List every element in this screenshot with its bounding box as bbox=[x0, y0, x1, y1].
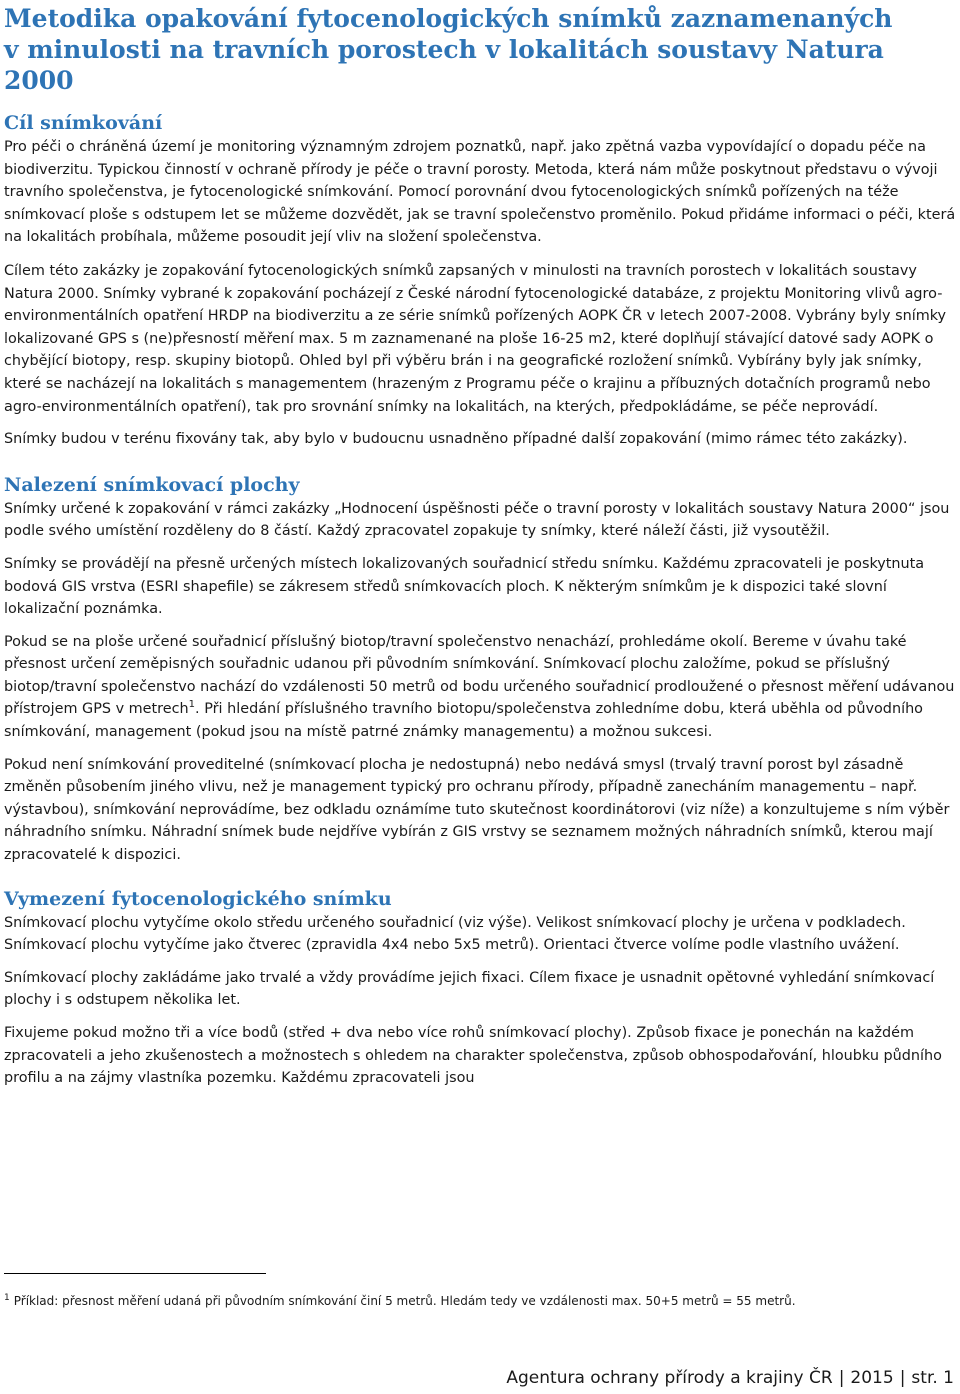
footer-separator: | bbox=[899, 1368, 906, 1388]
page-footer bbox=[506, 1368, 954, 1388]
footer-year: 2015 bbox=[850, 1368, 894, 1388]
section-heading-vymezeni: Vymezení fytocenologického snímku bbox=[4, 887, 392, 910]
paragraph: Snímky budou v terénu fixovány tak, aby bylo v budoucnu usnadněno případné další zopakování (mimo rámec této zakázky). bbox=[4, 431, 908, 448]
section-heading-nalezeni: Nalezení snímkovací plochy bbox=[4, 473, 300, 496]
title-line-1: Metodika opakování fytocenologických snímků zaznamenaných bbox=[4, 4, 893, 33]
paragraph: Snímky určené k zopakování v rámci zakázky „Hodnocení úspěšnosti péče o travní porosty v lokalitách soustavy Natura 2000“ jsou podle svého umístění rozděleny do 8 částí. Každý zpracovatel zopakuje ty snímky, které náleží části, již vysoutěžil. bbox=[4, 500, 950, 540]
paragraph: Cílem této zakázky je zopakování fytocenologických snímků zapsaných v minulosti na travních porostech v lokalitách soustavy Natura 2000. Snímky vybrané k zopakování pocházejí z České národní fytocenologické databáze, z projektu Monitoring vlivů agro-environmentálních opatření HRDP na biodiverzitu a ze série snímků pořízených AOPK ČR v letech 2007-2008. Vybrány byly snímky lokalizované GPS s (ne)přesností měření max. 5 m zaznamenané na ploše 16-25 m2, které doplňují stávající datové sady AOPK o chybějící biotopy, resp. skupiny biotopů. Ohled byl při výběru brán i na geografické rozložení snímků. Vybírány byly jak snímky, které se nacházejí na lokalitách s managementem (hrazeným z Programu péče o krajinu a příbuzných dotačních programů nebo agro-environmentálních opatření), tak pro srovnání snímky na lokalitách, na kterých, předpokládáme, se péče neprovádí. bbox=[4, 262, 947, 415]
paragraph-text-continued: . Při hledání příslušného travního biotopu/společenstva zohledníme dobu, která uběhla od původního snímkování, management (pokud jsou na místě patrné známky managementu) a možnou sukcesi. bbox=[4, 701, 923, 741]
footnote-number: 1 bbox=[4, 1293, 10, 1303]
footnote bbox=[4, 1294, 956, 1308]
paragraph bbox=[4, 631, 956, 744]
footnote-separator bbox=[4, 1273, 266, 1274]
title-line-2: v minulosti na travních porostech v lokalitách soustavy Natura 2000 bbox=[4, 35, 884, 95]
section-heading-cil: Cíl snímkování bbox=[4, 112, 163, 134]
footnote-reference[interactable]: 1 bbox=[188, 699, 196, 711]
paragraph: Snímkovací plochy zakládáme jako trvalé a vždy provádíme jejich fixaci. Cílem fixace je usnadnit opětovné vyhledání snímkovací plochy i s odstupem několika let. bbox=[4, 969, 935, 1009]
paragraph: Pro péči o chráněná území je monitoring významným zdrojem poznatků, např. jako zpětná vazba vypovídající o dopadu péče na biodiverzitu. Typickou činností v ochraně přírody je péče o travní porosty. Metoda, která nám může poskytnout představu o vývoji travního společenstva, je fytocenologické snímkování. Pomocí porovnání dvou fytocenologických snímků pořízených na téže snímkovací ploše s odstupem let se můžeme dozvědět, jak se travní společenstvo proměnilo. Pokud přidáme informaci o péči, která na lokalitách probíhala, můžeme posoudit její vliv na složení společenstva. bbox=[4, 139, 956, 246]
paragraph-text: Pokud se na ploše určené souřadnicí příslušný biotop/travní společenstvo nenachází, prohledáme okolí. Bereme v úvahu také přesnost určení zeměpisných souřadnic udanou při původním snímkování. Snímkovací plochu založíme, pokud se příslušný biotop/travní společenstvo nachází do vzdálenosti 50 metrů od bodu určeného souřadnicí prodloužené o přesnost měření udávanou přístrojem GPS v metrech bbox=[4, 633, 955, 718]
document-page bbox=[4, 0, 956, 1090]
paragraph: Fixujeme pokud možno tři a více bodů (střed + dva nebo více rohů snímkovací plochy). Způsob fixace je ponechán na každém zpracovateli a jeho zkušenostech a možnostech s ohledem na charakter společenstva, způsob obhospodařování, hloubku půdního profilu a na zájmy vlastníka pozemku. Každému zpracovateli jsou bbox=[4, 1025, 942, 1087]
document-title bbox=[4, 3, 956, 96]
footer-page-number: str. 1 bbox=[911, 1368, 954, 1388]
footnote-text: Příklad: přesnost měření udaná při původním snímkování činí 5 metrů. Hledám tedy ve vzdálenosti max. 50+5 metrů = 55 metrů. bbox=[13, 1294, 796, 1308]
paragraph: Snímkovací plochu vytyčíme okolo středu určeného souřadnicí (viz výše). Velikost snímkovací plochy je určena v podkladech. Snímkovací plochu vytyčíme jako čtverec (zpravidla 4x4 nebo 5x5 metrů). Orientaci čtverce volíme podle vlastního uvážení. bbox=[4, 914, 906, 954]
paragraph: Pokud není snímkování proveditelné (snímkovací plocha je nedostupná) nebo nedává smysl (trvalý travní porost byl zásadně změněn působením jiného vlivu, než je management typický pro ochranu přírody, případně zanecháním managementu – např. výstavbou), snímkování neprovádíme, bez odkladu oznámíme tuto skutečnost koordinátorovi (viz níže) a konzultujeme s ním výběr náhradního snímku. Náhradní snímek bude nejdříve vybírán z GIS vrstvy se seznamem možných náhradních snímků, kterou mají zpracovatelé k dispozici. bbox=[4, 756, 950, 864]
footer-separator: | bbox=[838, 1368, 845, 1388]
paragraph: Snímky se provádějí na přesně určených místech lokalizovaných souřadnicí středu snímku. Každému zpracovateli je poskytnuta bodová GIS vrstva (ESRI shapefile) se zákresem středů snímkovacích ploch. K některým snímkům je k dispozici také slovní lokalizační poznámka. bbox=[4, 555, 925, 618]
footer-agency: Agentura ochrany přírody a krajiny ČR bbox=[506, 1368, 833, 1388]
